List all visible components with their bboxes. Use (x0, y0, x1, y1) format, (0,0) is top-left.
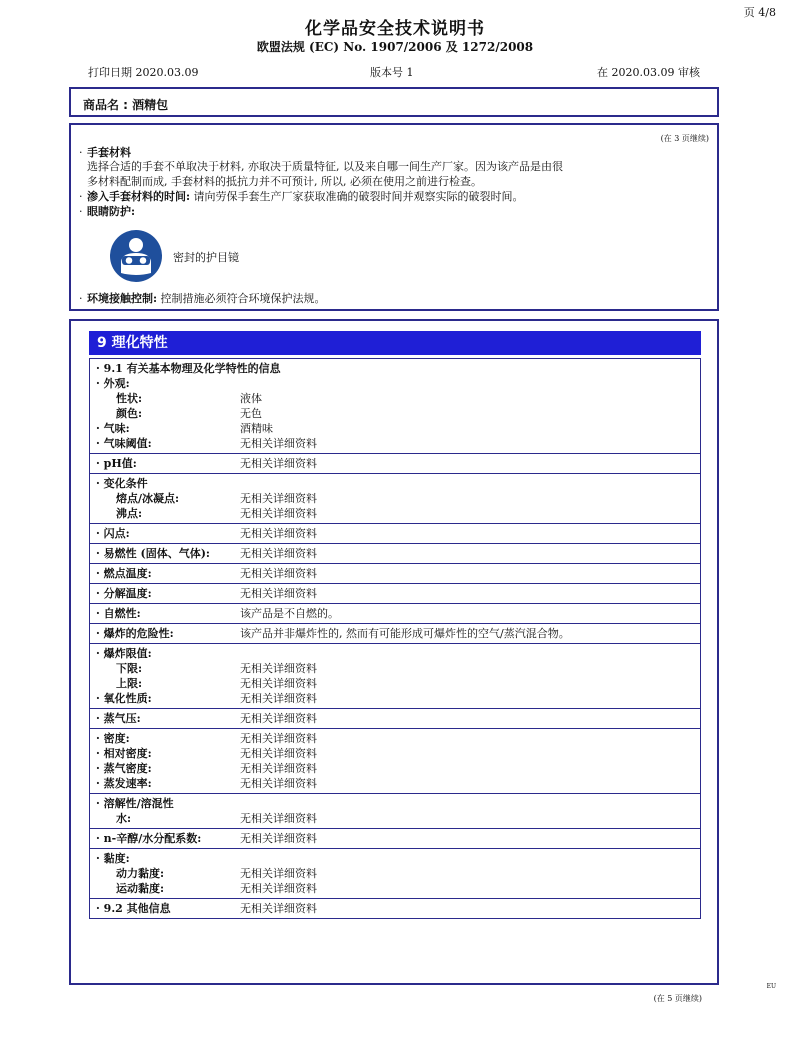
property-label: 上限: (116, 677, 143, 690)
property-group (89, 454, 701, 474)
property-value: 无相关详细资料 (240, 762, 317, 775)
property-label: · 黏度: (96, 852, 130, 865)
property-value: 无相关详细资料 (240, 457, 317, 470)
property-value: 无相关详细资料 (240, 567, 317, 580)
property-label: 颜色: (116, 407, 143, 420)
property-group (89, 358, 701, 454)
property-row (96, 901, 694, 916)
property-row (96, 796, 694, 811)
property-row (96, 776, 694, 791)
property-value: 无相关详细资料 (240, 747, 317, 760)
property-group (89, 899, 701, 919)
section-9-heading: 9 理化特性 (89, 331, 701, 355)
property-row (96, 436, 694, 451)
property-row (96, 606, 694, 621)
page-number: 页 4/8 (743, 6, 776, 19)
property-label: · 9.2 其他信息 (96, 902, 171, 915)
property-row (96, 811, 694, 826)
property-label: 下限: (116, 662, 143, 675)
property-row (96, 361, 694, 376)
property-row (96, 626, 694, 641)
environmental-control: · 环境接触控制: 控制措施必须符合环境保护法规。 (79, 292, 326, 305)
property-value: 无相关详细资料 (240, 492, 317, 505)
property-group (89, 524, 701, 544)
property-label: · 相对密度: (96, 747, 152, 760)
property-value: 无相关详细资料 (240, 662, 317, 675)
property-label: · 9.1 有关基本物理及化学特性的信息 (96, 362, 281, 375)
property-label: · 爆炸的危险性: (96, 627, 174, 640)
property-row (96, 761, 694, 776)
property-row (96, 676, 694, 691)
property-row (96, 526, 694, 541)
property-group (89, 564, 701, 584)
property-label: 水: (116, 812, 132, 825)
gloves-text-1: 选择合适的手套不单取决于材料, 亦取决于质量特征, 以及来自哪一间生产厂家。因为该产品是由很 (87, 160, 563, 173)
property-label: · 蒸气压: (96, 712, 141, 725)
property-row (96, 711, 694, 726)
property-row (96, 506, 694, 521)
property-group (89, 644, 701, 709)
property-label: · 溶解性/溶混性 (96, 797, 174, 810)
version-number: 版本号 1 (370, 66, 414, 79)
property-label: 性状: (116, 392, 143, 405)
property-value: 该产品是不自燃的。 (240, 607, 339, 620)
properties-table (89, 358, 701, 919)
property-row (96, 391, 694, 406)
property-label: · 自燃性: (96, 607, 141, 620)
property-label: · 变化条件 (96, 477, 148, 490)
property-row (96, 566, 694, 581)
property-row (96, 406, 694, 421)
property-label: · 蒸气密度: (96, 762, 152, 775)
property-group (89, 604, 701, 624)
property-label: 沸点: (116, 507, 143, 520)
document-title: 化学品安全技术说明书 (305, 19, 485, 39)
property-row (96, 691, 694, 706)
property-value: 无相关详细资料 (240, 902, 317, 915)
section-9-box (69, 319, 719, 985)
property-value: 无相关详细资料 (240, 507, 317, 520)
property-row (96, 421, 694, 436)
property-label: · 气味: (96, 422, 130, 435)
property-value: 无相关详细资料 (240, 867, 317, 880)
property-label: · 密度: (96, 732, 130, 745)
property-value: 无相关详细资料 (240, 882, 317, 895)
property-label: · 易燃性 (固体、气体): (96, 547, 210, 560)
property-label: 熔点/冰凝点: (116, 492, 180, 505)
property-group (89, 849, 701, 899)
property-group (89, 584, 701, 604)
property-value: 无相关详细资料 (240, 692, 317, 705)
review-date: 在 2020.03.09 审核 (597, 66, 700, 79)
region-tag: EU (766, 983, 776, 990)
property-row (96, 881, 694, 896)
continued-from-note: (在 3 页继续) (660, 134, 709, 143)
property-row (96, 546, 694, 561)
property-row (96, 731, 694, 746)
property-row (96, 851, 694, 866)
property-value: 无相关详细资料 (240, 527, 317, 540)
property-group (89, 829, 701, 849)
property-value: 无色 (240, 407, 262, 420)
property-group (89, 624, 701, 644)
property-label: · 闪点: (96, 527, 130, 540)
property-label: · 分解温度: (96, 587, 152, 600)
property-group (89, 474, 701, 524)
property-value: 无相关详细资料 (240, 437, 317, 450)
property-value: 该产品并非爆炸性的, 然而有可能形成可爆炸性的空气/蒸汽混合物。 (240, 627, 570, 640)
property-label: · 爆炸限值: (96, 647, 152, 660)
gloves-text-2: 多材料配制而成, 手套材料的抵抗力并不可预计, 所以, 必须在使用之前进行检查。 (87, 175, 482, 188)
property-row (96, 376, 694, 391)
property-value: 无相关详细资料 (240, 812, 317, 825)
property-row (96, 491, 694, 506)
property-value: 无相关详细资料 (240, 712, 317, 725)
penetration-time: · 渗入手套材料的时间: 请向劳保手套生产厂家获取准确的破裂时间并观察实际的破裂时间。 (79, 190, 524, 203)
property-row (96, 456, 694, 471)
regulation-line: 欧盟法规 (EC) No. 1907/2006 及 1272/2008 (256, 40, 534, 54)
property-value: 无相关详细资料 (240, 777, 317, 790)
property-label: 动力黏度: (116, 867, 165, 880)
section-8-box (69, 123, 719, 311)
property-label: · 气味阈值: (96, 437, 152, 450)
product-name: 商品名 : 酒精包 (83, 98, 169, 112)
property-value: 无相关详细资料 (240, 677, 317, 690)
product-name-box (69, 87, 719, 117)
property-value: 无相关详细资料 (240, 587, 317, 600)
goggles-label: 密封的护目镜 (173, 251, 239, 264)
property-label: · pH值: (96, 457, 137, 470)
gloves-title: · 手套材料 (79, 146, 131, 159)
eye-protection-title: · 眼睛防护: (79, 205, 136, 218)
property-group (89, 729, 701, 794)
property-group (89, 794, 701, 829)
property-row (96, 476, 694, 491)
property-row (96, 661, 694, 676)
property-row (96, 866, 694, 881)
property-value: 无相关详细资料 (240, 547, 317, 560)
continued-next-note: (在 5 页继续) (653, 994, 702, 1003)
property-label: · 蒸发速率: (96, 777, 152, 790)
property-label: · n-辛醇/水分配系数: (96, 832, 202, 845)
property-label: · 燃点温度: (96, 567, 152, 580)
property-label: 运动黏度: (116, 882, 165, 895)
property-label: · 外观: (96, 377, 130, 390)
property-value: 无相关详细资料 (240, 832, 317, 845)
print-date: 打印日期 2020.03.09 (88, 66, 199, 79)
property-label: · 氧化性质: (96, 692, 152, 705)
property-row (96, 831, 694, 846)
property-group (89, 709, 701, 729)
property-group (89, 544, 701, 564)
property-row (96, 746, 694, 761)
property-value: 液体 (240, 392, 262, 405)
property-row (96, 586, 694, 601)
property-value: 无相关详细资料 (240, 732, 317, 745)
property-row (96, 646, 694, 661)
property-value: 酒精味 (240, 422, 273, 435)
goggles-icon (109, 229, 163, 283)
